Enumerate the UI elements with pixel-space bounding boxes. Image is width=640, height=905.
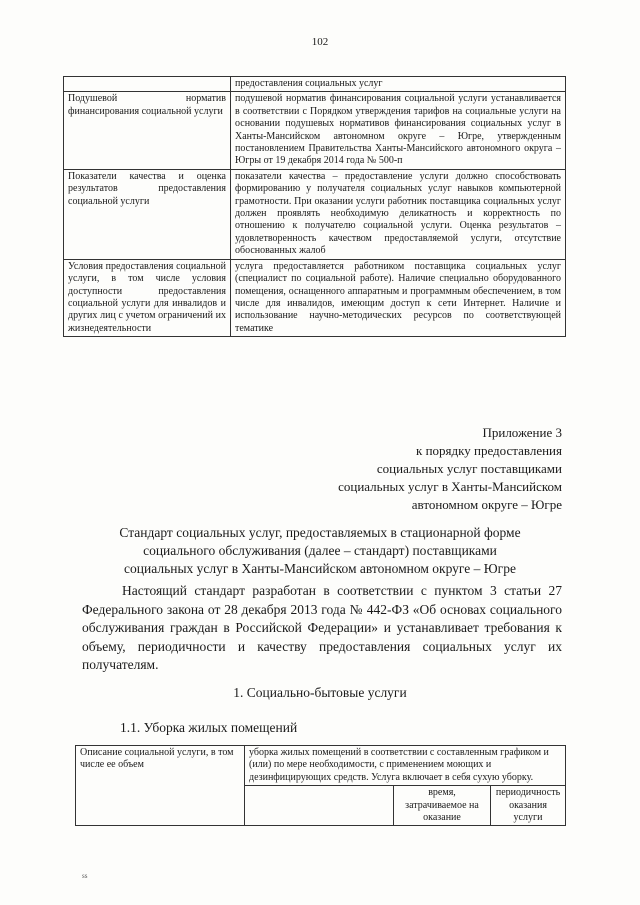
service-table-cleaning bbox=[75, 745, 566, 826]
appendix-line: автономном округе – Югре bbox=[411, 497, 562, 512]
row-text-conditions: услуга предоставляется работником поставщика социальных услуг (специалист по социальной работе). Наличие специально оборудованного помещения, оснащенного аппаратным и программным обеспечением, в том числе для инвалидов, имеющим доступ к сети Интернет. Наличие и использование научно-методических ресурсов по соответствующей тематике bbox=[231, 259, 566, 336]
column-header-time: время, затрачиваемое на оказание bbox=[394, 786, 491, 826]
title-line: социальных услуг в Ханты-Мансийском автономном округе – Югре bbox=[124, 561, 516, 576]
table-row bbox=[64, 92, 566, 169]
section-heading: 1. Социально-бытовые услуги bbox=[233, 685, 407, 700]
footer-mark: ss bbox=[82, 872, 88, 880]
table-cell-empty bbox=[64, 77, 231, 92]
document-title bbox=[80, 524, 560, 578]
table-row bbox=[64, 169, 566, 259]
row-label-conditions: Условия предоставления социальной услуги, в том числе условия доступности предоставления социальной услуги для инвалидов и других лиц с учетом ограничений их жизнедеятельности bbox=[64, 259, 231, 336]
appendix-line: Приложение 3 bbox=[482, 425, 562, 440]
table-cell-empty bbox=[245, 786, 394, 826]
table-row bbox=[76, 746, 566, 786]
row-text-quality: показатели качества – предоставление услуги должно способствовать формированию у получателя социальных услуг навыков компьютерной грамотности. При оказании услуги работник поставщика социальных услуг должен проявлять необходимую деликатность и корректность по отношению к получателю социальной услуги. Оценка результатов – удовлетворенность качеством предоставляемой услуги, отсутствие обоснованных жалоб bbox=[231, 169, 566, 259]
intro-paragraph: Настоящий стандарт разработан в соответствии с пунктом 3 статьи 27 Федерального закона от 28 декабря 2013 года № 442-ФЗ «Об основах социального обслуживания граждан в Российской Федерации» и устанавливает требования к объему, периодичности и качеству предоставления социальных услуг их получателям. bbox=[82, 583, 562, 672]
row-label-quality: Показатели качества и оценка результатов предоставления социальной услуги bbox=[64, 169, 231, 259]
title-line: социального обслуживания (далее – стандарт) поставщиками bbox=[143, 543, 497, 558]
appendix-line: социальных услуг в Ханты-Мансийском bbox=[338, 479, 562, 494]
row-text-description: уборка жилых помещений в соответствии с составленным графиком и (или) по мере необходимости, с применением моющих и дезинфицирующих средств. Услуга включает в себя сухую уборку. bbox=[245, 746, 566, 786]
row-label-description: Описание социальной услуги, в том числе ее объем bbox=[76, 746, 245, 826]
subsection-heading: 1.1. Уборка жилых помещений bbox=[120, 720, 298, 735]
column-header-periodicity: периодичность оказания услуги bbox=[491, 786, 566, 826]
appendix-block bbox=[338, 424, 562, 514]
title-line: Стандарт социальных услуг, предоставляемых в стационарной форме bbox=[119, 525, 521, 540]
table-cell: предоставления социальных услуг bbox=[231, 77, 566, 92]
table-row bbox=[64, 259, 566, 336]
table-row bbox=[64, 77, 566, 92]
row-text-funding: подушевой норматив финансирования социальной услуги устанавливается в соответствии с Порядком утверждения тарифов на социальные услуги на основании подушевых нормативов финансирования социальных услуг в Ханты-Мансийском автономном округе – Югре, утвержденным постановлением Правительства Ханты-Мансийского автономного округа – Югры от 19 декабря 2014 года № 500-п bbox=[231, 92, 566, 169]
row-label-funding: Подушевой норматив финансирования социальной услуги bbox=[64, 92, 231, 169]
page-number: 102 bbox=[311, 36, 329, 48]
appendix-line: социальных услуг поставщиками bbox=[376, 461, 562, 476]
appendix-line: к порядку предоставления bbox=[416, 443, 562, 458]
service-table-top bbox=[63, 76, 566, 337]
